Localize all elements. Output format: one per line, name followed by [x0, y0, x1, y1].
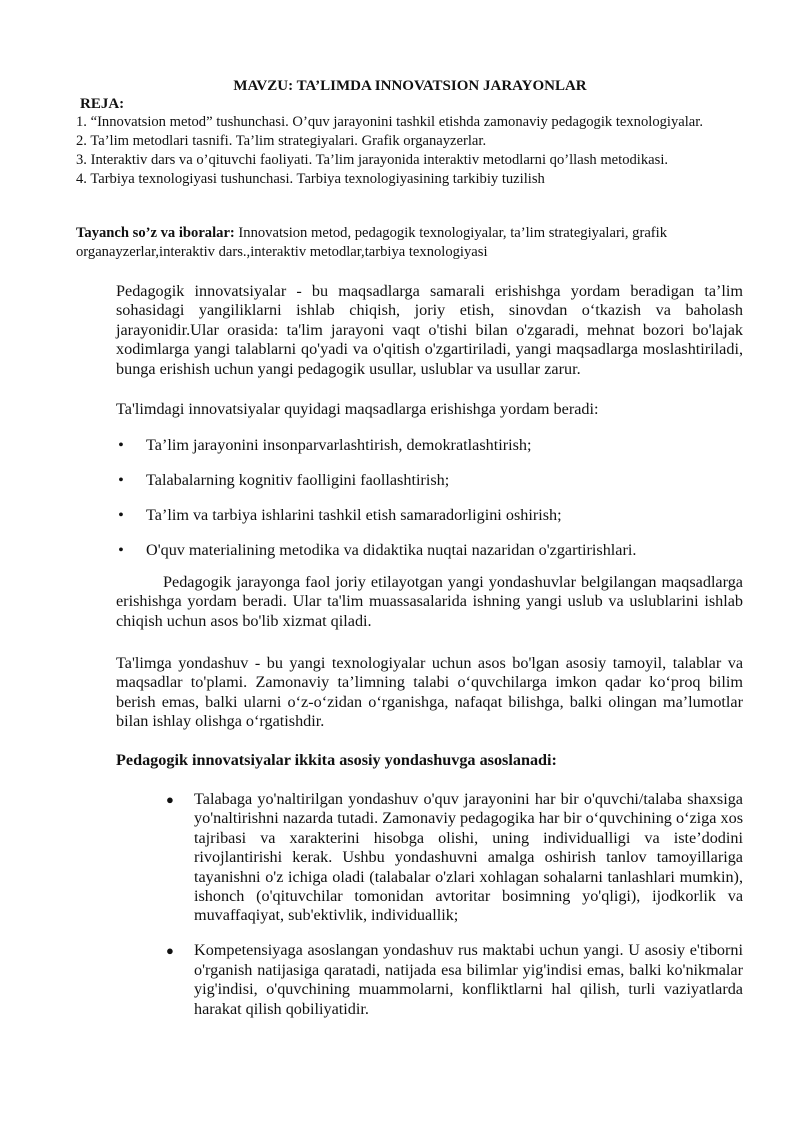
goal-item: [116, 471, 743, 490]
bullet-icon: •: [118, 436, 124, 454]
approaches-list: [160, 790, 743, 1034]
goal-text: O'quv materialining metodika va didaktika nuqtai nazaridan o'zgartirishlari.: [146, 540, 637, 559]
bullet-icon: •: [118, 470, 124, 489]
bullet-icon: •: [118, 540, 124, 559]
goal-item: [116, 436, 743, 455]
keywords-label: Tayanch so’z va iboralar:: [76, 225, 235, 241]
education-approach-paragraph: Ta'limga yondashuv - bu yangi texnologiyalar uchun asos bo'lgan asosiy tamoyil, talablar va maqsadlar to'plami. Zamonaviy ta’limning talabi o‘quvchilarga imkon qadar ko‘proq bilim berish emas, balki ularni o‘z-o‘zidan o‘rganishga, nafaqat bilishga, balki olingan ma’lumotlar bilan ishlay olishga o‘rgatishdir.: [116, 654, 743, 731]
bullet-icon: ●: [166, 943, 174, 959]
goal-item: [116, 506, 743, 525]
keywords-paragraph: [76, 224, 743, 262]
approach-text: Kompetensiyaga asoslangan yondashuv rus maktabi uchun yangi. U asosiy e'tiborni o'rganish natijasiga qaratadi, natijada esa bilimlar yig'indisi emas, balki ko'nikmalar yig'indisi, o'quvchining muammolarni, konfliktlarni hal qilish, turli vaziyatlarda harakat qilish qobiliyatidir.: [194, 941, 743, 1018]
keywords-text: Innovatsion metod, pedagogik texnologiyalar, ta’lim strategiyalari, grafik organayzerlar,interaktiv dars.,interaktiv metodlar,tarbiya texnologiyasi: [76, 225, 668, 260]
intro-paragraph: Pedagogik innovatsiyalar - bu maqsadlarga samarali erishishga yordam beradigan ta’lim sohasidagi yangiliklarni ishlab chiqish, joriy etish, sinovdan o‘tkazish va baholash jarayonidir.Ular orasida: ta'lim jarayoni vaqt o'tishi bilan o'zgaradi, mehnat bozori bo'lajak xodimlarga yangi talablarni qo'yadi va o'qitish o'zgartiriladi, yangi maqsadlarga moslashtiriladi, bunga erishish uchun yangi pedagogik usullar, uslublar va usullar zarur.: [116, 282, 743, 378]
approach-item: [160, 941, 743, 1019]
bullet-icon: ●: [166, 792, 174, 807]
document-title: MAVZU: TA’LIMDA INNOVATSION JARAYONLAR: [233, 78, 587, 94]
approaches-heading: Pedagogik innovatsiyalar ikkita asosiy yondashuvga asoslanadi:: [116, 751, 557, 769]
plan-item: 3. Interaktiv dars va o’qituvchi faoliyati. Ta’lim jarayonida interaktiv metodlarni qo’llash metodikasi.: [76, 152, 669, 168]
approach-item: [160, 790, 743, 926]
approach-text: Talabaga yo'naltirilgan yondashuv o'quv jarayonini har bir o'quvchi/talaba shaxsiga yo'naltirishni nazarda tutadi. Zamonaviy pedagogika har bir o‘quvchining o‘ziga xos tajribasi va xarakterini hisobga olishi, uning individualligi va iste’dodini rivojlantirishi kerak. Ushbu yondashuvni amalga oshirish tanlov tamoyillariga tayanishni o'z ichiga oladi (talabalar o'zlari xohlagan sohalarni tanlashlari mumkin), ishonch (o'qituvchilar tomonidan avtoritar bosimning yo'qligi), ijodkorlik va muvaffaqiyat, sub'ektivlik, individuallik;: [194, 790, 743, 925]
plan-label: REJA:: [80, 96, 125, 112]
goal-item: [116, 541, 743, 560]
goal-text: Ta’lim jarayonini insonparvarlashtirish, demokratlashtirish;: [146, 436, 532, 454]
goal-text: Ta’lim va tarbiya ishlarini tashkil etish samaradorligini oshirish;: [146, 505, 562, 524]
plan-item: 4. Tarbiya texnologiyasi tushunchasi. Tarbiya texnologiyasining tarkibiy tuzilish: [76, 171, 545, 187]
plan-item: 2. Ta’lim metodlari tasnifi. Ta’lim strategiyalari. Grafik organayzerlar.: [76, 133, 487, 149]
bullet-icon: •: [118, 505, 124, 524]
plan-item: 1. “Innovatsion metod” tushunchasi. O’quv jarayonini tashkil etishda zamonaviy pedagogik texnologiyalar.: [76, 114, 703, 130]
goals-intro-paragraph: Ta'limdagi innovatsiyalar quyidagi maqsadlarga erishishga yordam beradi:: [116, 400, 599, 418]
approaches-intro-paragraph: Pedagogik jarayonga faol joriy etilayotgan yangi yondashuvlar belgilangan maqsadlarga erishishga yordam beradi. Ular ta'lim muassasalarida ishning yangi uslub va uslublarini ishlab chiqish uchun asos bo'lib xizmat qiladi.: [116, 573, 743, 630]
plan-list: [76, 113, 743, 189]
goals-list: [116, 436, 743, 576]
goal-text: Talabalarning kognitiv faolligini faollashtirish;: [146, 470, 450, 489]
